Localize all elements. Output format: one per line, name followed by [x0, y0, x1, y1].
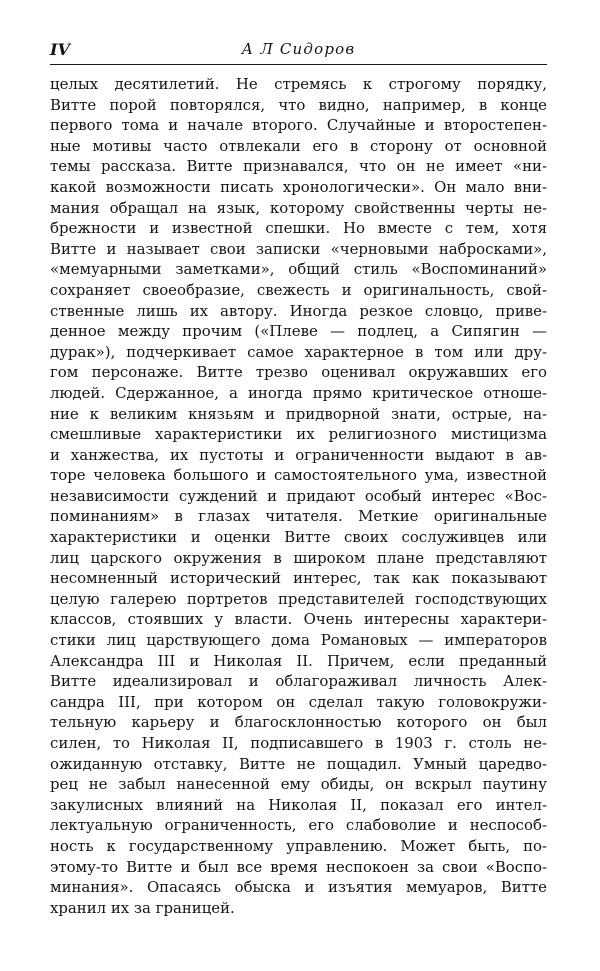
text-line: несомненный исторический интерес, так как показывают — [50, 569, 547, 588]
page-number: IV — [50, 40, 70, 59]
text-line: мания обращал на язык, которому свойственны черты не- — [50, 198, 547, 217]
text-line: первого тома и начале второго. Случайные и второстепен- — [50, 116, 547, 135]
text-line: смешливые характеристики их религиозного мистицизма — [50, 425, 547, 444]
text-line: характеристики и оценки Витте своих сослуживцев или — [50, 528, 547, 547]
text-line: хранил их за границей. — [50, 898, 235, 917]
text-line: поминаниям» в глазах читателя. Меткие оригинальные — [50, 507, 547, 526]
text-line: Витте порой повторялся, что видно, например, в конце — [50, 95, 547, 114]
text-line: рец не забыл нанесенной ему обиды, он вскрыл паутину — [50, 775, 547, 794]
text-line: ность к государственному управлению. Может быть, по- — [50, 836, 547, 855]
text-line: ственные лишь их автору. Иногда резкое словцо, приве- — [50, 301, 547, 320]
text-line: ные мотивы часто отвлекали его в сторону от основной — [50, 136, 547, 155]
text-line: брежности и известной спешки. Но вместе с тем, хотя — [50, 219, 547, 238]
text-line: торе человека большого и самостоятельного ума, известной — [50, 466, 547, 485]
text-line: Витте идеализировал и облагораживал личность Алек- — [50, 672, 547, 691]
page-header — [50, 38, 547, 65]
text-line: сандра III, при котором он сделал такую головокружи- — [50, 692, 547, 711]
text-line: какой возможности писать хронологически». Он мало вни- — [50, 177, 547, 196]
text-line: сохраняет своеобразие, свежесть и оригинальность, свой- — [50, 280, 547, 299]
text-line: целую галерею портретов представителей господствующих — [50, 589, 547, 608]
text-line: и ханжества, их пустоты и ограниченности выдают в ав- — [50, 445, 547, 464]
text-line: классов, стоявших у власти. Очень интересны характери- — [50, 610, 547, 629]
text-line: гом персонаже. Витте трезво оценивал окружавших его — [50, 363, 547, 382]
text-line: этому-то Витте и был все время неспокоен за свои «Воспо- — [50, 857, 547, 876]
text-line: стики лиц царствующего дома Романовых — императоров — [50, 631, 547, 650]
text-line: минания». Опасаясь обыска и изъятия мемуаров, Витте — [50, 878, 547, 897]
text-line: силен, то Николая II, подписавшего в 1903 г. столь не- — [50, 734, 547, 752]
text-line: людей. Сдержанное, а иногда прямо критическое отноше- — [50, 383, 547, 402]
text-line: независимости суждений и придают особый интерес «Вос- — [50, 486, 547, 505]
text-line: «мемуарными заметками», общий стиль «Воспоминаний» — [50, 260, 547, 279]
text-line: тельную карьеру и благосклонностью которого он был — [50, 713, 547, 732]
text-line: лиц царского окружения в широком плане представляют — [50, 548, 547, 567]
text-line: ние к великим князьям и придворной знати, острые, на- — [50, 404, 547, 423]
text-line: Витте и называет свои записки «черновыми набросками», — [50, 239, 547, 258]
text-line: закулисных влияний на Николая II, показал его интел- — [50, 795, 547, 814]
text-line: денное между прочим («Плеве — подлец, а Сипягин — — [50, 322, 547, 341]
text-line: дурак»), подчеркивает самое характерное в том или дру- — [50, 342, 547, 361]
text-line: ожиданную отставку, Витте не пощадил. Умный царедво- — [50, 754, 547, 773]
body-text — [50, 74, 547, 918]
text-line: Александра III и Николая II. Причем, если преданный — [50, 651, 547, 670]
text-line: темы рассказа. Витте признавался, что он не имеет «ни- — [50, 157, 547, 176]
text-line: целых десятилетий. Не стремясь к строгому порядку, — [50, 75, 547, 93]
text-line: лектуальную ограниченность, его слабоволие и неспособ- — [50, 816, 547, 835]
running-head: А Л Сидоров — [241, 40, 356, 58]
